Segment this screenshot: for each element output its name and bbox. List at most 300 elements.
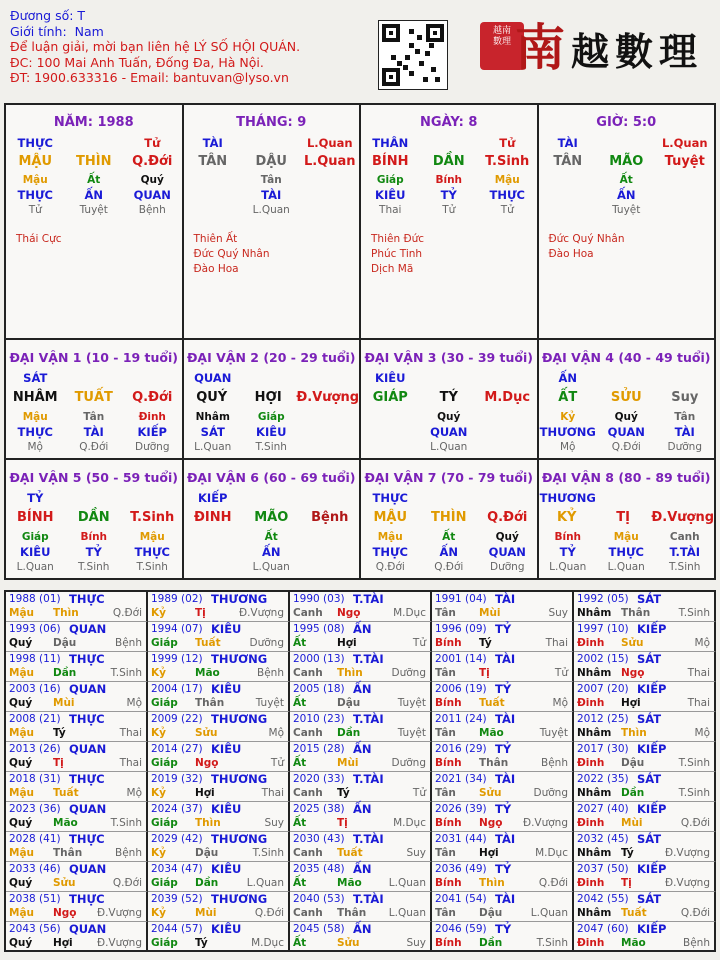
- year-cell: [148, 712, 290, 742]
- year-stem: Ất: [293, 817, 307, 829]
- year-label: 2045 (58): [293, 923, 345, 935]
- main-row: [184, 386, 360, 410]
- qr-code-icon[interactable]: [378, 20, 448, 90]
- year-branch: Tị: [337, 817, 348, 829]
- year-star: QUAN: [69, 682, 107, 696]
- year-phase: Đ.Vượng: [96, 907, 142, 919]
- annual-luck-table: [4, 590, 716, 952]
- life-item: Tuyệt: [612, 204, 641, 216]
- qr-module: [419, 61, 424, 66]
- main-item: NHÂM: [12, 390, 58, 405]
- hidden-item: Kỷ: [560, 411, 576, 423]
- year-cell: [290, 742, 432, 772]
- year-stem: Kỷ: [151, 727, 166, 739]
- year-phase: Tuyệt: [397, 697, 426, 709]
- year-line-1: [577, 682, 714, 696]
- year-label: 2024 (37): [151, 803, 203, 815]
- year-stem: Ất: [293, 877, 307, 889]
- year-line-2: [435, 696, 572, 710]
- year-stem: Bính: [435, 757, 462, 769]
- year-line-2: [9, 606, 146, 620]
- year-line-1: [151, 622, 288, 636]
- year-star: KIÊU: [211, 742, 242, 756]
- hidden-row: [539, 410, 715, 425]
- main-item: T.Sinh: [130, 510, 175, 525]
- top-item: [242, 491, 301, 506]
- year-line-2: [293, 636, 430, 650]
- life-item: T.Sinh: [669, 561, 701, 573]
- year-star: TỶ: [495, 622, 512, 636]
- year-line-1: [9, 652, 146, 666]
- year-label: 1990 (03): [293, 593, 345, 605]
- year-cell: [290, 592, 432, 622]
- stars-row: [184, 188, 360, 203]
- dai-van-cell: [361, 340, 539, 460]
- year-stem: Giáp: [151, 637, 178, 649]
- year-line-1: [577, 742, 714, 756]
- dai-van-cell: [184, 340, 362, 460]
- dai-van-title: ĐẠI VẬN 7 (70 - 79 tuổi): [364, 470, 534, 485]
- hidden-item: [184, 530, 243, 545]
- year-cell: [6, 592, 148, 622]
- top-item: TỶ: [27, 491, 44, 505]
- hidden-item: [301, 410, 360, 425]
- brand-char-1: 南: [515, 18, 571, 77]
- hidden-item: Tân: [83, 411, 105, 423]
- top-row: [184, 371, 360, 386]
- top-item: [242, 371, 301, 386]
- dai-van-title: ĐẠI VẬN 2 (20 - 29 tuổi): [186, 350, 356, 365]
- year-phase: Mộ: [126, 787, 142, 799]
- year-line-1: [577, 802, 714, 816]
- year-line-2: [577, 786, 714, 800]
- year-label: 2041 (54): [435, 893, 487, 905]
- hidden-item: Bính: [435, 174, 463, 186]
- year-cell: [574, 772, 716, 802]
- year-stem: Ất: [293, 937, 307, 949]
- year-line-2: [435, 666, 572, 680]
- year-phase: L.Quan: [530, 907, 568, 919]
- year-line-2: [577, 876, 714, 890]
- life-item: L.Quan: [16, 561, 54, 573]
- year-line-2: [293, 936, 430, 950]
- year-line-1: [293, 682, 430, 696]
- stars-row: [361, 188, 537, 203]
- year-branch: Tuất: [621, 907, 647, 919]
- main-item: Q.Đới: [132, 390, 173, 405]
- year-line-2: [577, 906, 714, 920]
- year-cell: [432, 832, 574, 862]
- year-stem: Tân: [435, 727, 456, 739]
- year-star: KIẾP: [637, 622, 667, 636]
- year-phase: T.Sinh: [678, 757, 710, 769]
- year-branch: Mùi: [479, 607, 501, 619]
- year-phase: Bệnh: [257, 667, 284, 679]
- year-branch: Ngọ: [53, 907, 77, 919]
- special-stars: [194, 232, 360, 277]
- dai-van-cell: [6, 460, 184, 580]
- qr-module: [431, 67, 436, 72]
- year-stem: Kỷ: [151, 787, 166, 799]
- top-row: [361, 136, 537, 151]
- year-label: 2015 (28): [293, 743, 345, 755]
- top-item: [301, 491, 360, 506]
- stars-item: TỶ: [559, 545, 576, 559]
- year-cell: [148, 742, 290, 772]
- year-phase: Dưỡng: [391, 667, 426, 679]
- life-item: Dưỡng: [667, 441, 702, 453]
- year-line-2: [435, 936, 572, 950]
- year-line-2: [293, 696, 430, 710]
- year-branch: Ngọ: [337, 607, 361, 619]
- year-line-1: [9, 742, 146, 756]
- main-item: MẬU: [18, 154, 53, 169]
- year-line-1: [293, 712, 430, 726]
- life-item: Tử: [442, 204, 456, 216]
- top-item: [65, 491, 124, 506]
- stars-item: [184, 545, 243, 560]
- year-star: THỰC: [69, 772, 105, 786]
- hidden-row: [361, 530, 537, 545]
- year-star: THỰC: [69, 892, 105, 906]
- year-cell: [574, 892, 716, 922]
- year-phase: Q.Đới: [680, 817, 710, 829]
- year-line-2: [435, 726, 572, 740]
- special-star: Đức Quý Nhân: [193, 248, 270, 260]
- year-stem: Bính: [435, 817, 462, 829]
- stars-item: KIÊU: [375, 188, 406, 202]
- year-phase: Dưỡng: [533, 787, 568, 799]
- top-item: KIÊU: [375, 371, 406, 385]
- year-branch: Dần: [53, 667, 77, 679]
- life-item: T.Sinh: [78, 561, 110, 573]
- year-line-2: [9, 666, 146, 680]
- main-item: DẦN: [77, 510, 110, 525]
- year-phase: Tử: [270, 757, 284, 769]
- qr-module: [409, 71, 414, 76]
- stars-item: ẤN: [84, 188, 104, 202]
- year-line-2: [151, 756, 288, 770]
- hidden-item: Nhâm: [195, 411, 230, 423]
- stars-item: KIÊU: [20, 545, 51, 559]
- year-cell: [6, 862, 148, 892]
- pillar-title: NĂM: 1988: [53, 115, 134, 130]
- stars-item: [184, 188, 243, 203]
- stars-item: [361, 425, 420, 440]
- year-label: 2020 (33): [293, 773, 345, 785]
- pillar-cell: [361, 105, 539, 340]
- year-line-2: [151, 606, 288, 620]
- year-star: QUAN: [69, 802, 107, 816]
- main-item: Tuyệt: [664, 154, 705, 169]
- hidden-item: Mậu: [377, 531, 403, 543]
- hidden-row: [6, 173, 182, 188]
- gender-row: [10, 24, 300, 40]
- life-item: [184, 560, 243, 575]
- year-phase: Dưỡng: [391, 757, 426, 769]
- hidden-item: [478, 410, 537, 425]
- stars-item: T.TÀI: [669, 545, 701, 559]
- year-stem: Ất: [293, 637, 307, 649]
- top-item: [597, 136, 656, 151]
- main-item: SỬU: [610, 390, 642, 405]
- year-line-1: [151, 832, 288, 846]
- life-item: Tuyệt: [79, 204, 108, 216]
- year-label: 2004 (17): [151, 683, 203, 695]
- year-phase: Đ.Vượng: [238, 607, 284, 619]
- year-line-1: [9, 892, 146, 906]
- hidden-item: Tân: [674, 411, 696, 423]
- year-label: 1989 (02): [151, 593, 203, 605]
- stars-row: [539, 188, 715, 203]
- hidden-item: Giáp: [257, 411, 285, 423]
- year-line-2: [435, 636, 572, 650]
- year-phase: Thai: [687, 667, 710, 679]
- year-branch: Tuất: [479, 697, 505, 709]
- main-item: KỶ: [556, 510, 577, 525]
- stars-item: TỶ: [440, 188, 457, 202]
- year-label: 2043 (56): [9, 923, 61, 935]
- year-stem: Quý: [9, 757, 33, 769]
- top-item: THÂN: [372, 136, 409, 150]
- year-star: QUAN: [69, 742, 107, 756]
- year-line-1: [293, 652, 430, 666]
- year-line-2: [9, 756, 146, 770]
- hidden-item: Ất: [87, 174, 101, 186]
- year-stem: Nhâm: [577, 727, 612, 739]
- hidden-item: Mậu: [22, 174, 48, 186]
- life-item: L.Quan: [252, 204, 290, 216]
- year-cell: [148, 922, 290, 952]
- year-label: 2023 (36): [9, 803, 61, 815]
- year-cell: [574, 622, 716, 652]
- dai-van-cell: [539, 460, 717, 580]
- year-stem: Tân: [435, 667, 456, 679]
- year-line-1: [151, 682, 288, 696]
- year-branch: Ngọ: [621, 667, 645, 679]
- year-phase: Suy: [264, 817, 284, 829]
- stars-item: QUAN: [488, 545, 526, 559]
- year-line-2: [293, 846, 430, 860]
- year-branch: Thìn: [195, 817, 221, 829]
- year-stem: Tân: [435, 847, 456, 859]
- stars-row: [6, 425, 182, 440]
- year-branch: Tuất: [195, 637, 221, 649]
- year-line-1: [577, 652, 714, 666]
- year-star: KIÊU: [211, 682, 242, 696]
- year-branch: Mão: [621, 937, 646, 949]
- year-stem: Canh: [293, 847, 323, 859]
- address: ĐC: 100 Mai Anh Tuấn, Đống Đa, Hà Nội.: [10, 54, 264, 70]
- top-item: L.Quan: [306, 136, 353, 150]
- life-item: [361, 440, 420, 455]
- year-branch: Dậu: [337, 697, 361, 709]
- year-phase: T.Sinh: [110, 817, 142, 829]
- special-stars: [371, 232, 537, 277]
- year-label: 2030 (43): [293, 833, 345, 845]
- year-label: 2006 (19): [435, 683, 487, 695]
- year-label: 2012 (25): [577, 713, 629, 725]
- year-line-2: [435, 786, 572, 800]
- year-line-2: [151, 846, 288, 860]
- stars-item: [301, 545, 360, 560]
- year-phase: Thai: [687, 697, 710, 709]
- year-cell: [6, 892, 148, 922]
- life-item: L.Quan: [549, 561, 587, 573]
- year-line-1: [9, 802, 146, 816]
- year-star: THƯƠNG: [211, 892, 268, 906]
- year-line-1: [293, 622, 430, 636]
- year-star: KIÊU: [211, 922, 242, 936]
- stars-item: KIẾP: [137, 425, 167, 439]
- main-item: DẦN: [432, 154, 465, 169]
- year-star: SÁT: [637, 592, 662, 606]
- year-stem: Kỷ: [151, 607, 166, 619]
- year-phase: Bệnh: [683, 937, 710, 949]
- life-row: [361, 560, 537, 575]
- year-phase: L.Quan: [388, 877, 426, 889]
- dai-van-title: ĐẠI VẬN 6 (60 - 69 tuổi): [186, 470, 356, 485]
- year-label: 1993 (06): [9, 623, 61, 635]
- year-line-2: [293, 876, 430, 890]
- main-item: TÂN: [198, 154, 228, 169]
- year-stem: Đinh: [577, 757, 605, 769]
- year-star: KIẾP: [637, 682, 667, 696]
- year-line-1: [151, 592, 288, 606]
- year-cell: [148, 892, 290, 922]
- top-item: [420, 491, 479, 506]
- year-line-2: [293, 786, 430, 800]
- year-stem: Kỷ: [151, 847, 166, 859]
- year-star: T.TÀI: [353, 772, 384, 786]
- year-line-1: [435, 682, 572, 696]
- stars-row: [184, 425, 360, 440]
- year-branch: Mùi: [195, 907, 217, 919]
- main-item: Q.Đới: [132, 154, 173, 169]
- year-line-1: [9, 622, 146, 636]
- year-star: TỶ: [495, 922, 512, 936]
- year-cell: [432, 592, 574, 622]
- year-cell: [574, 682, 716, 712]
- gender-value: Nam: [74, 23, 104, 39]
- year-phase: Dưỡng: [249, 637, 284, 649]
- year-line-1: [577, 862, 714, 876]
- year-cell: [6, 712, 148, 742]
- year-label: 2038 (51): [9, 893, 61, 905]
- hidden-item: Bính: [80, 531, 108, 543]
- stars-item: THỰC: [489, 188, 526, 202]
- year-line-1: [293, 862, 430, 876]
- year-label: 2025 (38): [293, 803, 345, 815]
- stars-row: [184, 545, 360, 560]
- main-row: [539, 151, 715, 173]
- year-label: 2019 (32): [151, 773, 203, 785]
- year-cell: [574, 802, 716, 832]
- year-branch: Tý: [337, 787, 350, 799]
- top-item: THƯƠNG: [539, 491, 596, 505]
- year-label: 2026 (39): [435, 803, 487, 815]
- year-cell: [432, 742, 574, 772]
- year-cell: [148, 592, 290, 622]
- year-branch: Mùi: [337, 757, 359, 769]
- top-item: [478, 371, 537, 386]
- phone-email[interactable]: ĐT: 1900.633316 - Email: bantuvan@lyso.vn: [10, 70, 289, 85]
- year-cell: [6, 682, 148, 712]
- year-stem: Nhâm: [577, 607, 612, 619]
- year-line-1: [577, 832, 714, 846]
- stars-item: ẤN: [439, 545, 459, 559]
- qr-module: [397, 61, 402, 66]
- year-line-1: [9, 862, 146, 876]
- year-phase: M.Dục: [251, 937, 284, 949]
- year-cell: [6, 772, 148, 802]
- life-row: [6, 560, 182, 575]
- year-line-1: [577, 892, 714, 906]
- main-item: T.Sinh: [485, 154, 530, 169]
- year-branch: Ngọ: [479, 817, 503, 829]
- year-cell: [432, 922, 574, 952]
- year-cell: [148, 772, 290, 802]
- year-star: ẤN: [353, 802, 372, 816]
- year-cell: [290, 652, 432, 682]
- year-label: 2010 (23): [293, 713, 345, 725]
- special-star: Đức Quý Nhân: [548, 233, 625, 245]
- year-branch: Dậu: [53, 637, 77, 649]
- year-label: 2039 (52): [151, 893, 203, 905]
- main-item: Suy: [671, 390, 699, 405]
- year-star: THƯƠNG: [211, 772, 268, 786]
- year-line-2: [151, 666, 288, 680]
- year-cell: [290, 802, 432, 832]
- year-line-2: [151, 936, 288, 950]
- year-stem: Bính: [435, 937, 462, 949]
- year-line-2: [151, 876, 288, 890]
- year-star: TÀI: [495, 592, 516, 606]
- hidden-item: [184, 173, 243, 188]
- year-branch: Hợi: [195, 787, 215, 799]
- year-label: 1995 (08): [293, 623, 345, 635]
- year-label: 1999 (12): [151, 653, 203, 665]
- main-row: [184, 506, 360, 530]
- year-phase: T.Sinh: [678, 787, 710, 799]
- year-star: ẤN: [353, 682, 372, 696]
- year-label: 1988 (01): [9, 593, 61, 605]
- main-item: BÍNH: [371, 154, 409, 169]
- year-line-2: [9, 786, 146, 800]
- year-star: TÀI: [495, 712, 516, 726]
- life-item: Tử: [500, 204, 514, 216]
- year-line-2: [293, 666, 430, 680]
- header-info: [10, 8, 300, 86]
- year-branch: Hợi: [337, 637, 357, 649]
- year-line-2: [9, 636, 146, 650]
- special-star: Dịch Mã: [371, 263, 414, 275]
- year-phase: Thai: [261, 787, 284, 799]
- year-branch: Dần: [195, 877, 219, 889]
- top-item: ẤN: [558, 371, 578, 385]
- year-branch: Hợi: [621, 697, 641, 709]
- year-star: T.TÀI: [353, 712, 384, 726]
- year-phase: Đ.Vượng: [96, 937, 142, 949]
- year-branch: Thân: [53, 847, 83, 859]
- year-star: KIẾP: [637, 802, 667, 816]
- stars-item: THỰC: [134, 545, 171, 559]
- year-phase: Q.Đới: [254, 907, 284, 919]
- hidden-item: Ất: [442, 531, 456, 543]
- year-label: 2028 (41): [9, 833, 61, 845]
- year-stem: Mậu: [9, 787, 35, 799]
- year-star: KIÊU: [211, 622, 242, 636]
